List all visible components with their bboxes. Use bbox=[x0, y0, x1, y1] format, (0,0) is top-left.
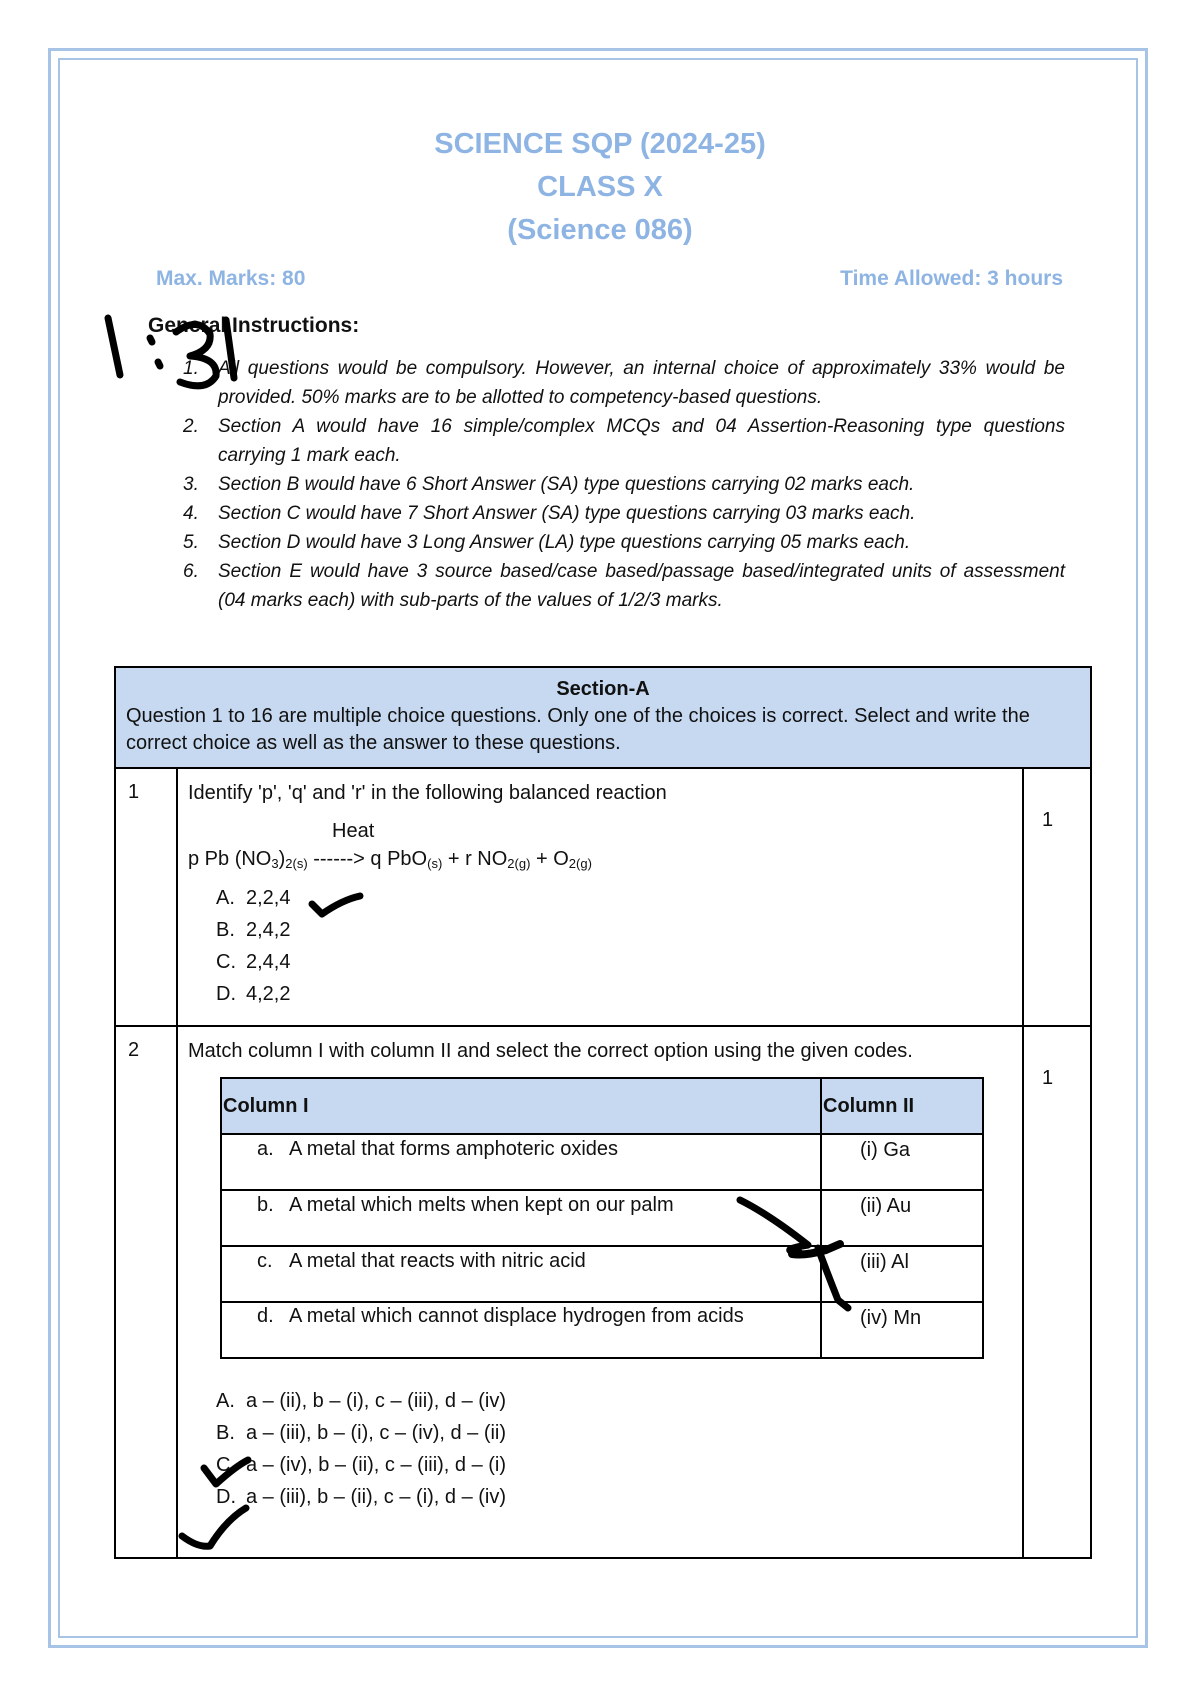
heat-label: Heat bbox=[332, 820, 375, 842]
column-1-header: Column I bbox=[221, 1078, 821, 1134]
option-d[interactable]: D. a – (iii), b – (ii), c – (i), d – (iv) bbox=[216, 1486, 507, 1508]
instruction-item: 5. Section D would have 3 Long Answer (LA) type questions carrying 05 marks each. bbox=[183, 532, 911, 553]
option-b[interactable]: B. 2,4,2 bbox=[216, 919, 291, 941]
time-allowed: Time Allowed: 3 hours bbox=[840, 267, 1063, 290]
checkmark-icon bbox=[312, 896, 360, 914]
instruction-item: 3. Section B would have 6 Short Answer (SA) type questions carrying 02 marks each. bbox=[183, 474, 915, 495]
section-a-description: Question 1 to 16 are multiple choice questions. Only one of the choices is correct. Select and write the correct choice as well as the answer to these questions. bbox=[126, 705, 1030, 754]
question-prompt: Identify 'p', 'q' and 'r' in the following balanced reaction bbox=[188, 782, 667, 804]
class-title: CLASS X bbox=[537, 171, 663, 203]
match-line-stroke bbox=[818, 1248, 848, 1308]
question-marks: 1 bbox=[1023, 1026, 1091, 1558]
subject-code: (Science 086) bbox=[507, 214, 693, 246]
max-marks: Max. Marks: 80 bbox=[156, 267, 306, 290]
checkmark-icon bbox=[182, 1508, 246, 1546]
option-d[interactable]: D. 4,2,2 bbox=[216, 983, 291, 1005]
reaction-equation: p Pb $(NO_3)_{2(s)}$ ------> q PbO$_{(s)}$ + r $NO_{2(g)} + O_{2(g)}$ bbox=[188, 848, 592, 871]
handwritten-note-1-31 bbox=[108, 318, 234, 386]
match-row: b. A metal which melts when kept on our palm (ii) Au bbox=[221, 1190, 983, 1246]
option-a[interactable]: A. a – (ii), b – (i), c – (iii), d – (iv) bbox=[216, 1390, 507, 1412]
question-prompt: Match column I with column II and select the correct option using the given codes. bbox=[188, 1040, 913, 1062]
instruction-item: 1. All questions would be compulsory. However, an internal choice of approximately 33% would be provided. 50% marks are to be allotted to competency-based questions. bbox=[183, 358, 1065, 408]
option-a[interactable]: A. 2,2,4 bbox=[216, 887, 291, 909]
instruction-item: 4. Section C would have 7 Short Answer (SA) type questions carrying 03 marks each. bbox=[183, 503, 916, 524]
instructions-heading: General Instructions: bbox=[148, 314, 360, 337]
match-line-stroke bbox=[740, 1200, 808, 1253]
question-number: 2 bbox=[115, 1026, 177, 1558]
option-c[interactable]: C. 2,4,4 bbox=[216, 951, 291, 973]
match-row: c. A metal that reacts with nitric acid (iii) Al bbox=[221, 1246, 983, 1302]
match-row: d. A metal which cannot displace hydrogen from acids (iv) Mn bbox=[221, 1302, 983, 1358]
column-2-header: Column II bbox=[821, 1078, 983, 1134]
instruction-item: 6. Section E would have 3 source based/case based/passage based/integrated units of assessment (04 marks each) with sub-parts of the values of 1/2/3 marks. bbox=[183, 561, 1065, 611]
option-b[interactable]: B. a – (iii), b – (i), c – (iv), d – (ii) bbox=[216, 1422, 507, 1444]
paper-title: SCIENCE SQP (2024-25) bbox=[434, 128, 766, 160]
checkmark-icon bbox=[204, 1460, 248, 1484]
section-a-title: Section-A bbox=[556, 678, 650, 700]
question-marks: 1 bbox=[1023, 768, 1091, 1026]
instruction-item: 2. Section A would have 16 simple/complex MCQs and 04 Assertion-Reasoning type questions carrying 1 mark each. bbox=[183, 416, 1065, 466]
question-number: 1 bbox=[115, 768, 177, 1026]
option-c[interactable]: C. a – (iv), b – (ii), c – (iii), d – (i) bbox=[216, 1454, 507, 1476]
match-row: a. A metal that forms amphoteric oxides (i) Ga bbox=[221, 1134, 983, 1190]
